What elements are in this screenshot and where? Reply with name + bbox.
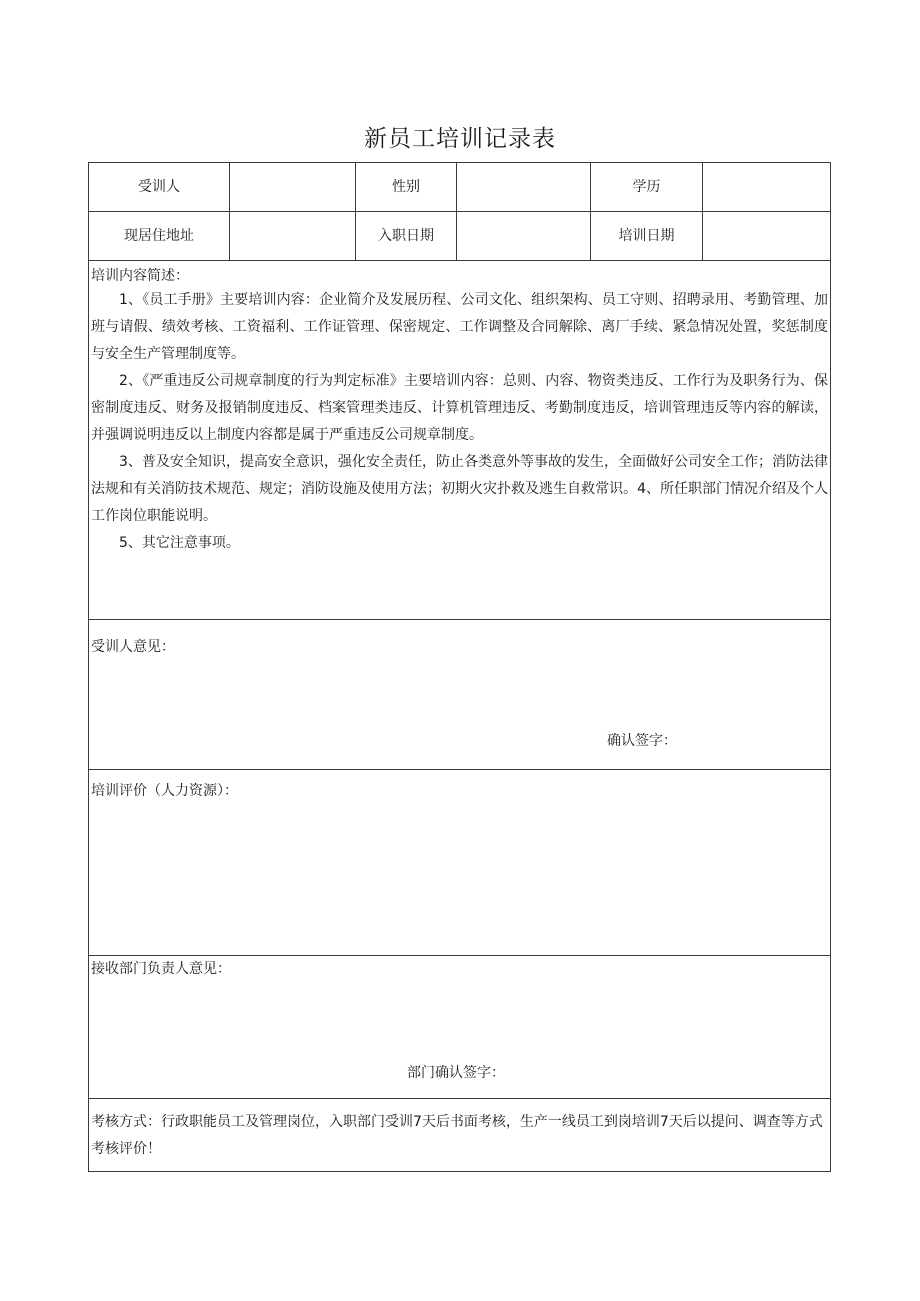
training-content-label: 培训内容简述： (91, 268, 189, 284)
education-value-cell[interactable] (703, 163, 831, 212)
training-content-cell (89, 261, 831, 620)
training-content-row (89, 261, 831, 620)
assessment-cell (89, 1099, 831, 1172)
trainee-opinion-label: 受训人意见： (91, 639, 175, 655)
trainee-label: 受训人 (89, 163, 230, 212)
hire-date-value-cell[interactable] (457, 212, 591, 261)
training-item-4: 5、其它注意事项。 (119, 535, 240, 551)
hr-evaluation-cell[interactable] (89, 770, 831, 956)
assessment-row (89, 1099, 831, 1172)
education-label: 学历 (591, 163, 703, 212)
trainee-value-cell[interactable] (230, 163, 356, 212)
dept-signature-label: 部门确认签字： (407, 1065, 505, 1081)
training-date-value-cell[interactable] (703, 212, 831, 261)
trainee-opinion-row (89, 620, 831, 770)
training-content-list (89, 261, 830, 557)
page-title: 新员工培训记录表 (364, 126, 556, 152)
dept-opinion-row (89, 956, 831, 1099)
hire-date-label: 入职日期 (356, 212, 457, 261)
gender-value-cell[interactable] (457, 163, 591, 212)
trainee-signature-label: 确认签字： (607, 733, 677, 749)
training-item-3: 3、普及安全知识，提高安全意识，强化安全责任，防止各类意外等事故的发生，全面做好公司安全工作；消防法律法规和有关消防技术规范、规定；消防设施及使用方法；初期火灾扑救及逃生自救常识。4、所任职部门情况介绍及个人工作岗位职能说明。 (91, 454, 828, 524)
hr-evaluation-label: 培训评价（人力资源）： (91, 783, 238, 799)
training-item-1: 1、《员工手册》主要培训内容：企业简介及发展历程、公司文化、组织架构、员工守则、招聘录用、考勤管理、加班与请假、绩效考核、工资福利、工作证管理、保密规定、工作调整及合同解除、离厂手续、紧急情况处置，奖惩制度与安全生产管理制度等。 (91, 292, 828, 362)
dept-opinion-cell[interactable] (89, 956, 831, 1099)
header-row-1 (89, 163, 831, 212)
address-label: 现居住地址 (89, 212, 230, 261)
address-value-cell[interactable] (230, 212, 356, 261)
training-item-2: 2、《严重违反公司规章制度的行为判定标准》主要培训内容：总则、内容、物资类违反、工作行为及职务行为、保密制度违反、财务及报销制度违反、档案管理类违反、计算机管理违反、考勤制度违反，培训管理违反等内容的解读，并强调说明违反以上制度内容都是属于严重违反公司规章制度。 (91, 373, 828, 443)
assessment-text: 考核方式：行政职能员工及管理岗位，入职部门受训7天后书面考核，生产一线员工到岗培训7天后以提问、调查等方式考核评价！ (91, 1114, 823, 1157)
gender-label: 性别 (356, 163, 457, 212)
header-row-2 (89, 212, 831, 261)
dept-opinion-label: 接收部门负责人意见： (91, 961, 231, 977)
hr-evaluation-row (89, 770, 831, 956)
training-date-label: 培训日期 (591, 212, 703, 261)
trainee-opinion-cell[interactable] (89, 620, 831, 770)
training-record-table (88, 162, 831, 1172)
